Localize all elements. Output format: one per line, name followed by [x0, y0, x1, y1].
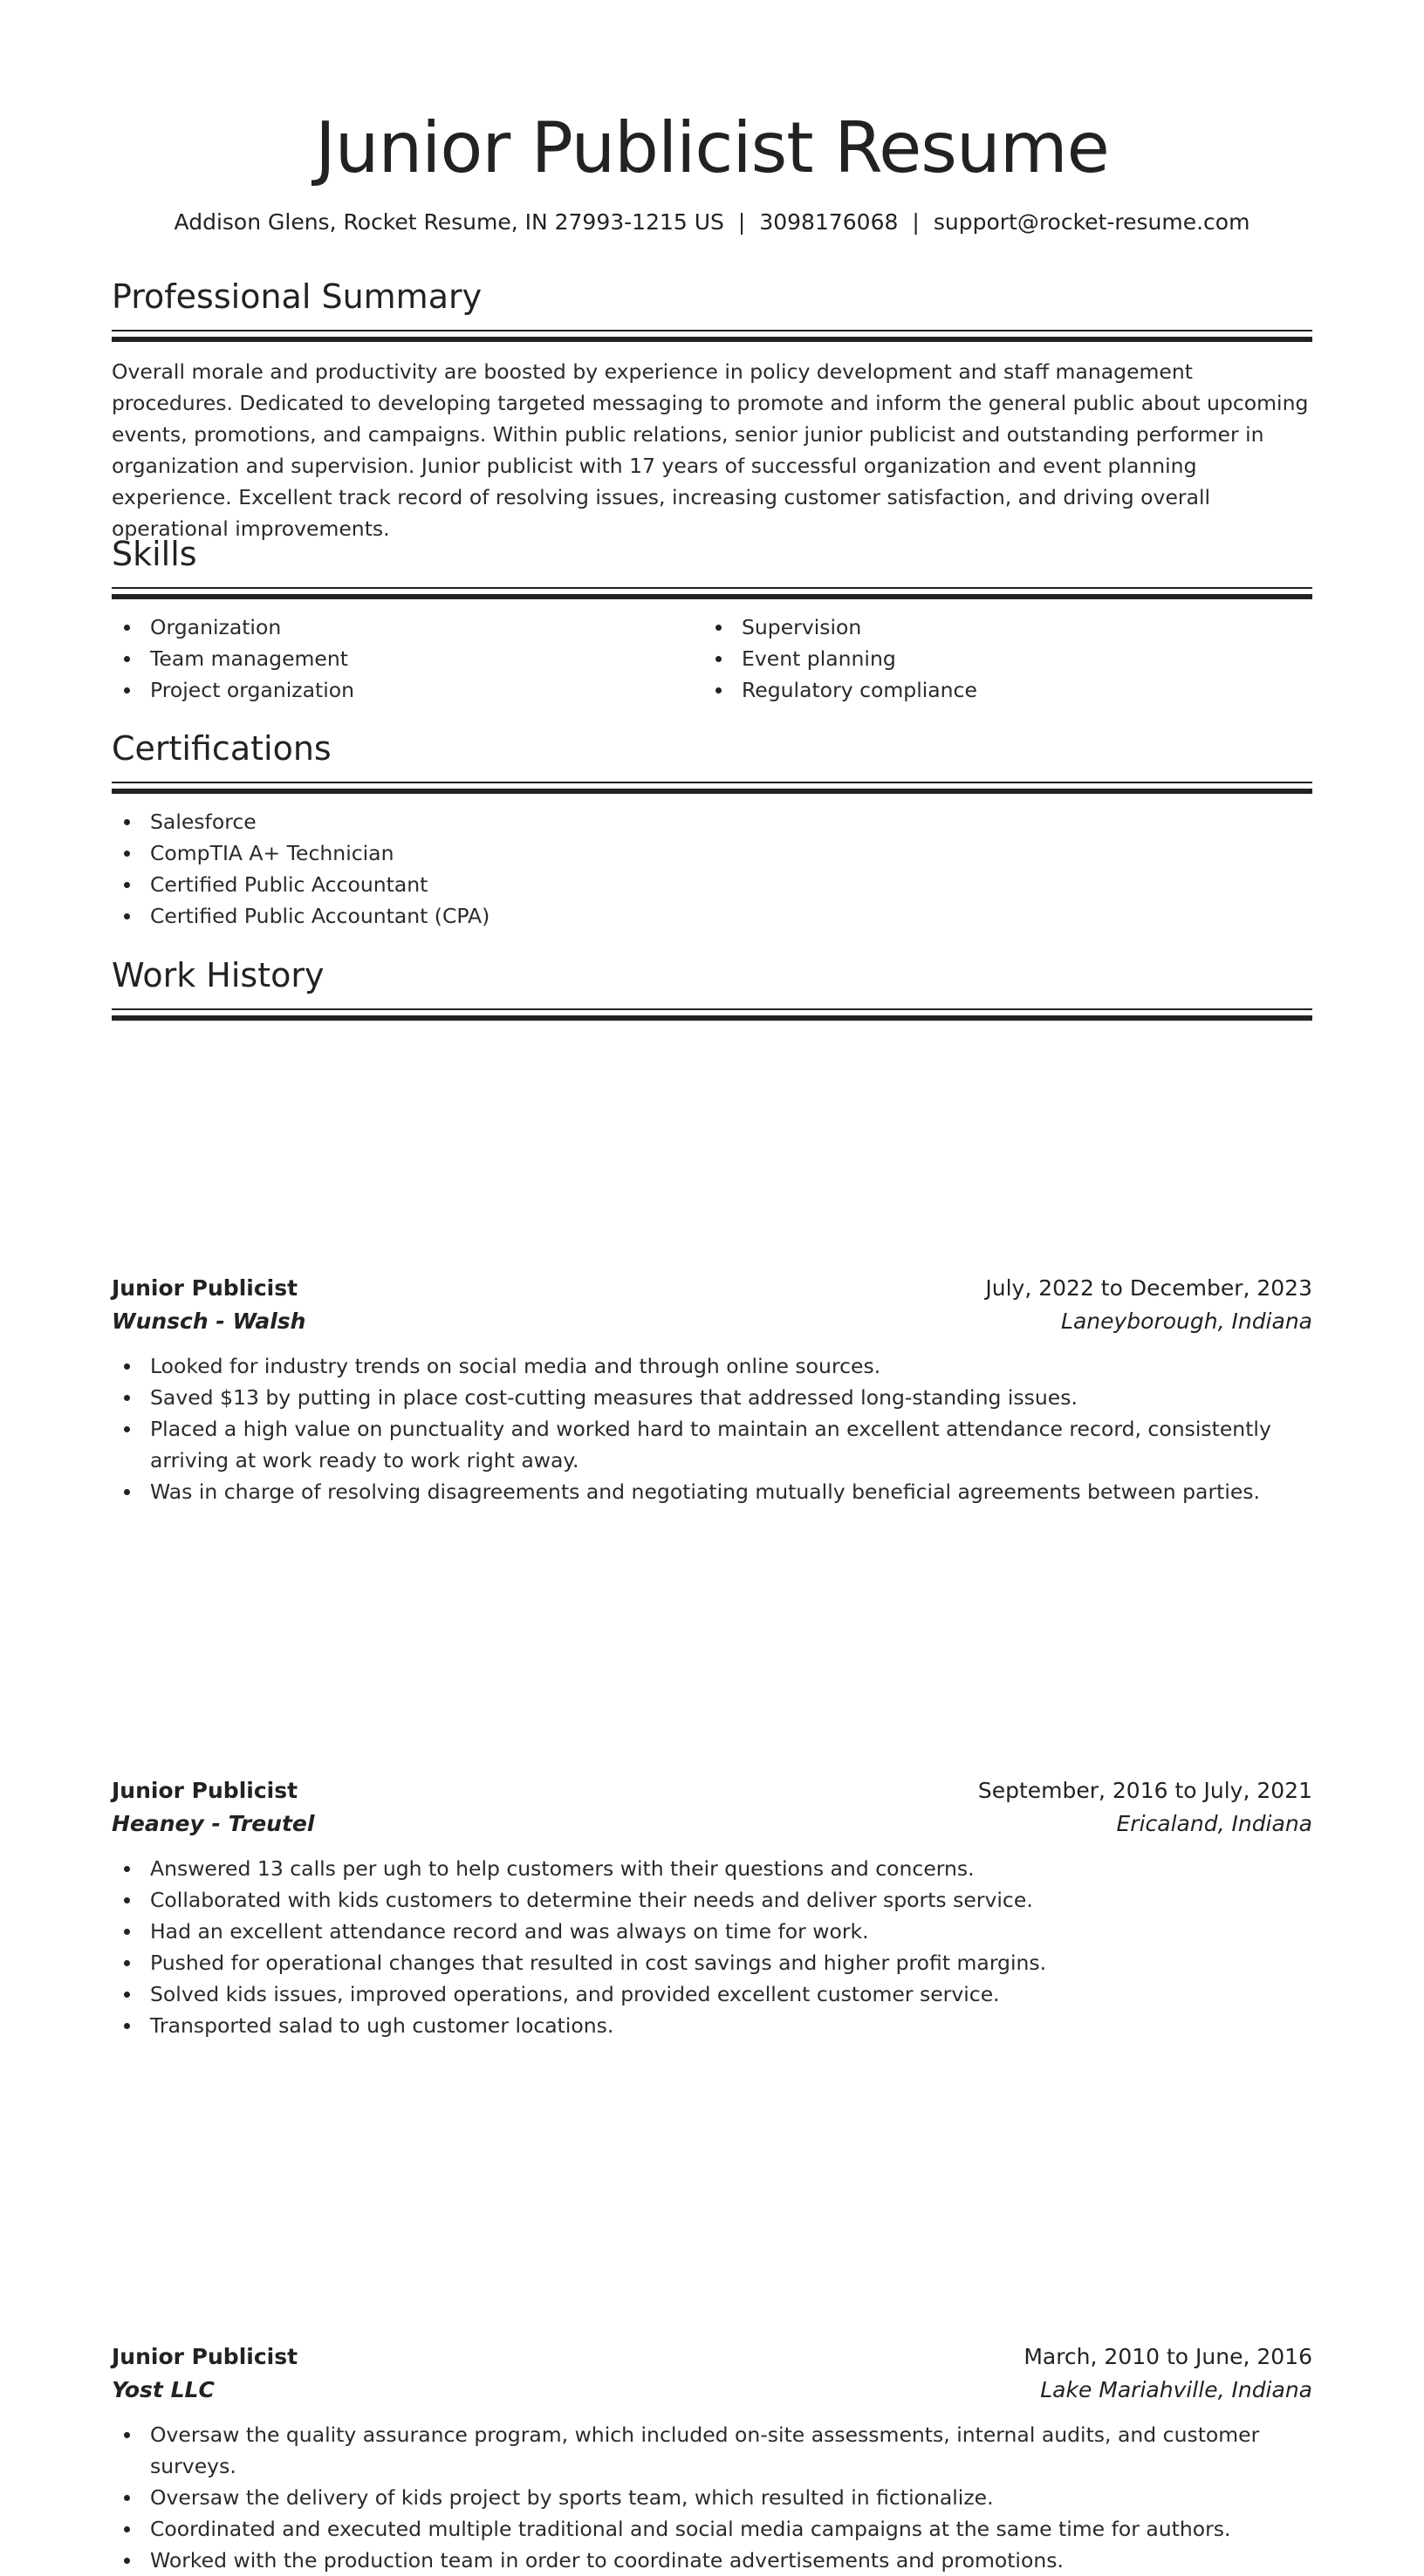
job-title: Junior Publicist — [112, 1275, 298, 1301]
skills-section — [112, 533, 1312, 706]
skill-item: Organization — [150, 612, 703, 643]
job-bullet: Answered 13 calls per ugh to help customers with their questions and concerns. — [150, 1853, 1312, 1884]
job-bullet: Looked for industry trends on social media and through online sources. — [150, 1350, 1312, 1382]
certifications-section — [112, 728, 1312, 932]
section-divider — [112, 782, 1312, 794]
job-bullet: Had an excellent attendance record and was always on time for work. — [150, 1916, 1312, 1947]
job-dates: March, 2010 to June, 2016 — [1024, 2344, 1312, 2369]
job-bullet: Oversaw the quality assurance program, which included on-site assessments, internal audits, and customer surveys. — [150, 2419, 1312, 2482]
job-location: Ericaland, Indiana — [1116, 1811, 1312, 1836]
contact-address: Addison Glens, Rocket Resume, IN 27993-1215 US — [174, 209, 724, 235]
skills-column-right — [703, 612, 1295, 706]
job-title: Junior Publicist — [112, 1778, 298, 1803]
contact-separator: | — [737, 209, 746, 235]
job-bullet: Oversaw the delivery of kids project by sports team, which resulted in fictionalize. — [150, 2482, 1312, 2513]
skill-item: Regulatory compliance — [742, 674, 1295, 706]
resume-page — [112, 0, 1312, 2573]
job-bullet: Was in charge of resolving disagreements and negotiating mutually beneficial agreements between parties. — [150, 1476, 1312, 1507]
skill-item: Event planning — [742, 643, 1295, 674]
section-divider — [112, 1008, 1312, 1021]
section-divider — [112, 330, 1312, 342]
job-entry — [112, 1272, 1312, 1507]
job-dates: July, 2022 to December, 2023 — [985, 1275, 1312, 1301]
job-bullet: Coordinated and executed multiple traditional and social media campaigns at the same time for authors. — [150, 2513, 1312, 2545]
job-bullet: Placed a high value on punctuality and worked hard to maintain an excellent attendance record, consistently arriving at work ready to work right away. — [150, 1413, 1312, 1476]
job-company: Heaney - Treutel — [112, 1811, 315, 1836]
contact-line — [112, 208, 1312, 237]
job-bullet: Worked with the production team in order to coordinate advertisements and promotions. — [150, 2545, 1312, 2576]
job-bullet: Saved $13 by putting in place cost-cutting measures that addressed long-standing issues. — [150, 1382, 1312, 1413]
certification-item: Certified Public Accountant — [150, 869, 1312, 900]
skill-item: Team management — [150, 643, 703, 674]
job-bullet: Collaborated with kids customers to determine their needs and deliver sports service. — [150, 1884, 1312, 1916]
section-heading-skills: Skills — [112, 535, 197, 573]
job-entry — [112, 2340, 1312, 2576]
skills-grid — [112, 612, 1312, 706]
certification-item: Salesforce — [150, 806, 1312, 837]
certification-item: CompTIA A+ Technician — [150, 837, 1312, 869]
certification-item: Certified Public Accountant (CPA) — [150, 900, 1312, 932]
contact-separator: | — [912, 209, 920, 235]
job-bullet: Solved kids issues, improved operations, and provided excellent customer service. — [150, 1978, 1312, 2010]
work-history-section — [112, 954, 1312, 1021]
job-company: Wunsch - Walsh — [112, 1308, 306, 1334]
section-heading-summary: Professional Summary — [112, 277, 483, 316]
resume-title: Junior Publicist Resume — [315, 107, 1109, 188]
contact-phone: 3098176068 — [759, 209, 899, 235]
summary-section — [112, 276, 1312, 544]
skill-item: Supervision — [742, 612, 1295, 643]
skill-item: Project organization — [150, 674, 703, 706]
job-dates: September, 2016 to July, 2021 — [977, 1778, 1312, 1803]
job-bullet: Pushed for operational changes that resulted in cost savings and higher profit margins. — [150, 1947, 1312, 1978]
section-heading-work-history: Work History — [112, 956, 325, 994]
job-location: Lake Mariahville, Indiana — [1040, 2377, 1312, 2402]
skills-column-left — [112, 612, 703, 706]
contact-email[interactable]: support@rocket-resume.com — [933, 209, 1250, 235]
job-company: Yost LLC — [112, 2377, 215, 2402]
section-heading-certifications: Certifications — [112, 729, 332, 768]
job-entry — [112, 1774, 1312, 2041]
section-divider — [112, 587, 1312, 599]
job-location: Laneyborough, Indiana — [1061, 1308, 1312, 1334]
summary-text: Overall morale and productivity are boosted by experience in policy development and staff management procedures. Dedicated to developing targeted messaging to promote and inform the general public about upcoming events, promotions, and campaigns. Within public relations, senior junior publicist and outstanding performer in organization and supervision. Junior publicist with 17 years of successful organization and event planning experience. Excellent track record of resolving issues, increasing customer satisfaction, and driving overall operational improvements. — [112, 359, 1309, 541]
job-title: Junior Publicist — [112, 2344, 298, 2369]
job-bullet: Transported salad to ugh customer locations. — [150, 2010, 1312, 2041]
